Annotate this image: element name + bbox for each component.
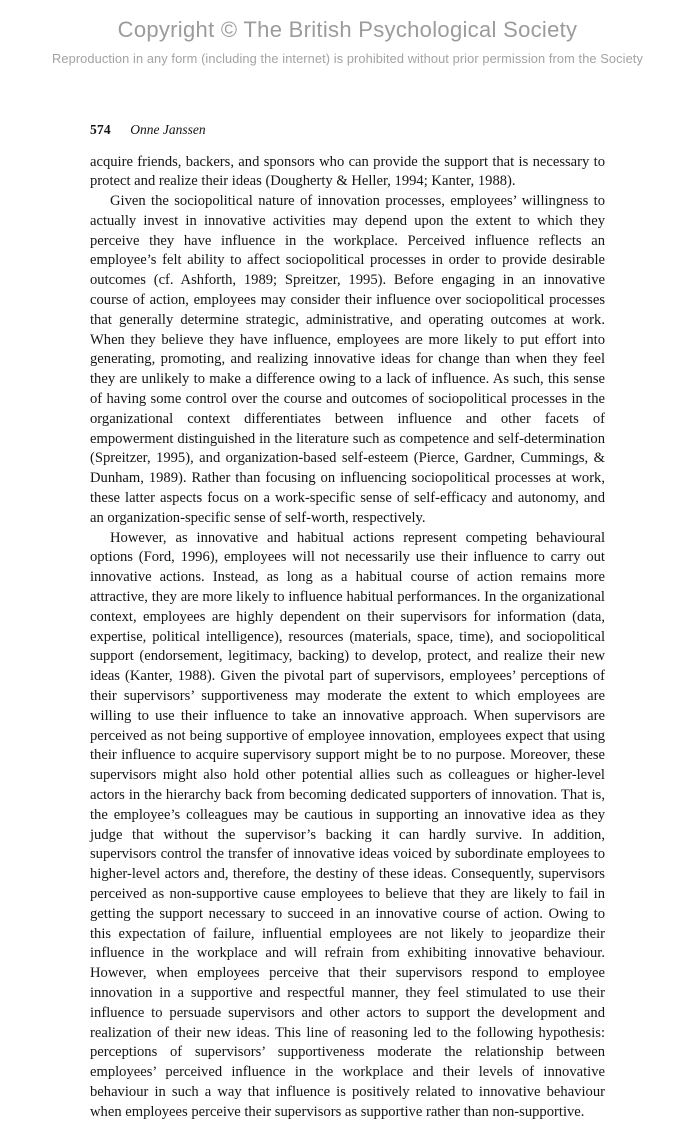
copyright-header xyxy=(0,0,695,66)
paragraph: Given the sociopolitical nature of innovation processes, employees’ willingness to actually invest in innovative activities may depend upon the extent to which they perceive they have influence in the workplace. Perceived influence reflects an employee’s felt ability to affect sociopolitical processes in order to provide desirable outcomes (cf. Ashforth, 1989; Spreitzer, 1995). Before engaging in an innovative course of action, employees may consider their influence over sociopolitical processes that generally determine strategic, administrative, and operating outcomes at work. When they believe they have influence, employees are more likely to put effort into generating, promoting, and realizing innovative ideas for change than when they feel they are unlikely to make a difference owing to a lack of influence. As such, this sense of having some control over the course and outcomes of sociopolitical processes in the organizational context differentiates between influence and other facets of empowerment distinguished in the literature such as competence and self-determination (Spreitzer, 1995), and organization-based self-esteem (Pierce, Gardner, Cummings, & Dunham, 1989). Rather than focusing on influencing sociopolitical processes at work, these latter aspects focus on a work-specific sense of self-efficacy and autonomy, and an organization-specific sense of self-worth, respectively. xyxy=(90,193,605,526)
author-name: Onne Janssen xyxy=(130,121,206,137)
copyright-notice: Copyright © The British Psychological Society xyxy=(117,17,578,42)
paragraph-continuation: acquire friends, backers, and sponsors who can provide the support that is necessary to protect and realize their ideas (Dougherty & Heller, 1994; Kanter, 1988). xyxy=(90,153,605,190)
article-body xyxy=(90,153,605,1123)
page-number: 574 xyxy=(90,121,111,137)
reproduction-notice: Reproduction in any form (including the internet) is prohibited without prior permission from the Society xyxy=(52,50,643,66)
paragraph: However, as innovative and habitual actions represent competing behavioural options (Ford, 1996), employees will not necessarily use their influence to carry out innovative actions. Instead, as long as a habitual course of action remains more attractive, they are more likely to influence habitual performances. In the organizational context, employees are highly dependent on their supervisors for information (data, expertise, political intelligence), resources (materials, space, time), and sociopolitical support (endorsement, legitimacy, backing) to develop, protect, and realize their new ideas (Kanter, 1988). Given the pivotal part of supervisors, employees’ perceptions of their supervisors’ supportiveness may moderate the extent to which employees are willing to use their influence to take an innovative approach. When supervisors are perceived as not being supportive of employee innovation, employees expect that using their influence to acquire supervisory support might be to no purpose. Moreover, these supervisors might also hold other potential allies such as colleagues or higher-level actors in the hierarchy back from becoming dedicated supporters of innovation. That is, the employee’s colleagues may be cautious in supporting an innovative idea as they judge that without the supervisor’s backing it can hardly survive. In addition, supervisors control the transfer of innovative ideas voiced by subordinate employees to higher-level actors and, therefore, the destiny of these ideas. Consequently, supervisors perceived as non-supportive cause employees to believe that they are likely to fail in getting the support necessary to succeed in an innovative course of action. Owing to this expectation of failure, influential employees are not likely to jeopardize their influence in the workplace and will refrain from exhibiting innovative behaviour. However, when employees perceive that their supervisors respond to employee innovation in a supportive and respectful manner, they feel stimulated to use their influence to persuade supervisors and other actors to support the development and realization of their new ideas. This line of reasoning led to the following hypothesis: perceptions of supervisors’ supportiveness moderate the relationship between employees’ perceived influence in the workplace and their levels of innovative behaviour in such a way that influence is positively related to innovative behaviour when employees perceive their supervisors as supportive rather than non-supportive. xyxy=(90,529,605,1120)
running-head xyxy=(90,122,605,138)
